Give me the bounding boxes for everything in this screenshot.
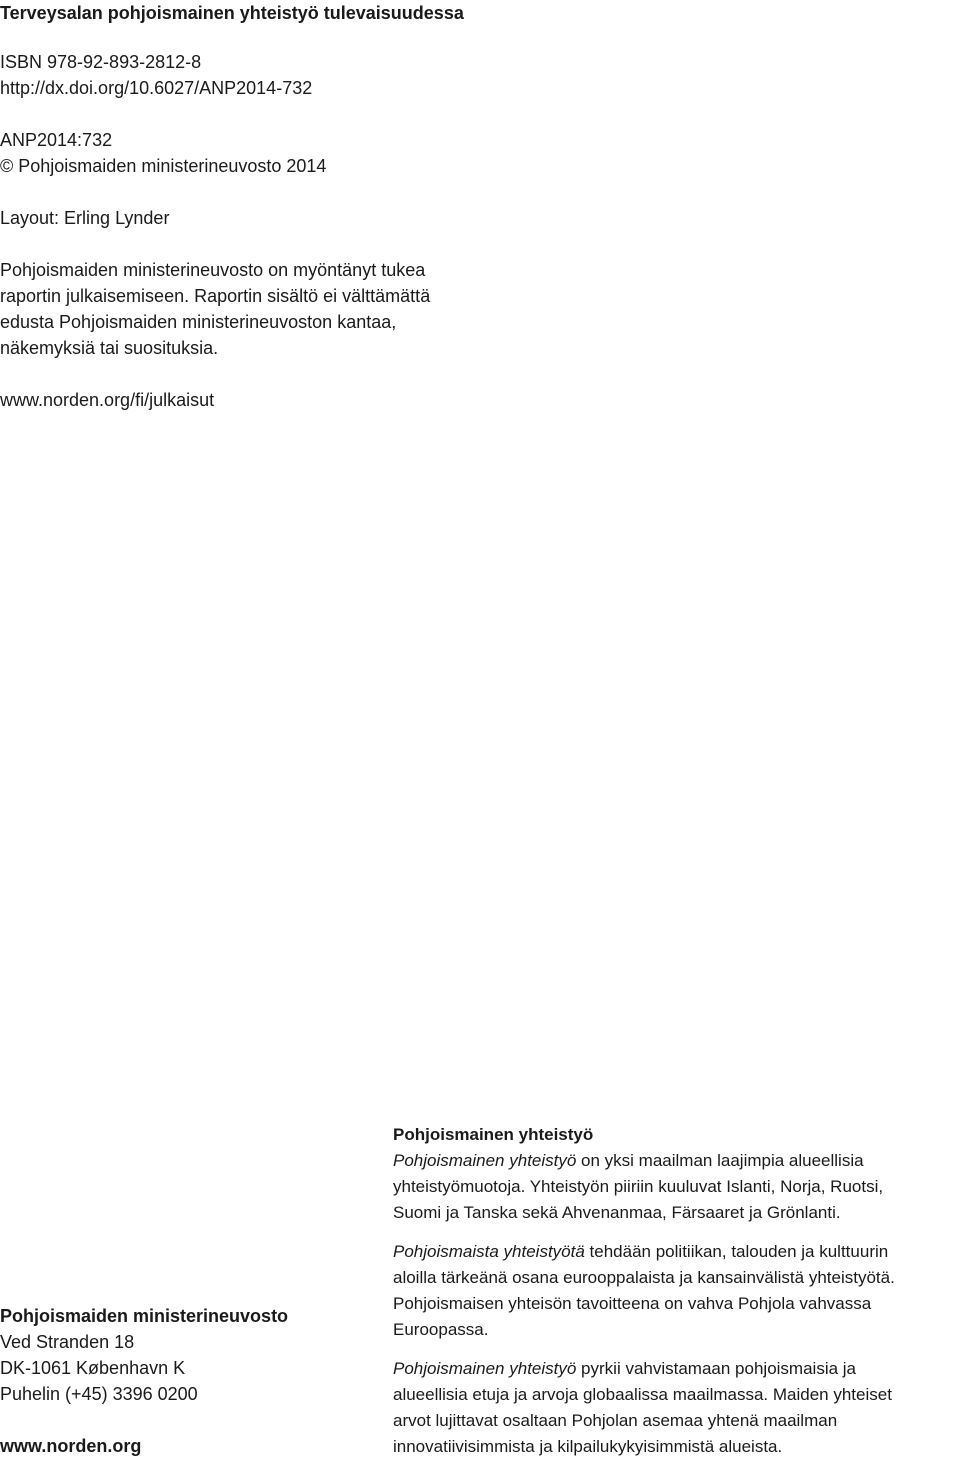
- address-street: Ved Stranden 18: [0, 1332, 135, 1352]
- disclaimer: [0, 257, 430, 361]
- layout-credit: Layout: Erling Lynder: [0, 208, 170, 228]
- isbn: ISBN 978-92-893-2812-8: [0, 52, 202, 72]
- italic-lead: Pohjoismainen yhteistyö: [393, 1359, 577, 1378]
- italic-lead: Pohjoismaista yhteistyötä: [393, 1242, 585, 1261]
- about-paragraph-3: Pohjoismainen yhteistyö pyrkii vahvistamaan pohjoismaisia ja alueellisia etuja ja arvoja globaalissa maailmassa. Maiden yhteiset arvot lujittavat osaltaan Pohjolan asemaa yhtenä maailman innovatiivisimmista ja kilpailukykyisimmistä alueista.: [393, 1359, 892, 1456]
- italic-lead: Pohjoismainen yhteistyö: [393, 1151, 577, 1170]
- disclaimer-line: Pohjoismaiden ministerineuvosto on myöntänyt tukea: [0, 260, 426, 280]
- address-phone: Puhelin (+45) 3396 0200: [0, 1384, 198, 1404]
- disclaimer-line: edusta Pohjoismaiden ministerineuvoston kantaa,: [0, 312, 397, 332]
- website-link[interactable]: www.norden.org: [0, 1436, 142, 1456]
- page-title: Terveysalan pohjoismainen yhteistyö tulevaisuudessa: [0, 3, 464, 23]
- about-heading: Pohjoismainen yhteistyö: [393, 1125, 594, 1144]
- anp-number: ANP2014:732: [0, 130, 113, 150]
- about-paragraph-2: Pohjoismaista yhteistyötä tehdään politiikan, talouden ja kulttuurin aloilla tärkeänä osana eurooppalaista ja kansainvälistä yhteistyötä. Pohjoismaisen yhteisön tavoitteena on vahva Pohjola vahvassa Euroopassa.: [393, 1242, 895, 1339]
- doi-link[interactable]: http://dx.doi.org/10.6027/ANP2014-732: [0, 78, 313, 98]
- about-paragraph-1: Pohjoismainen yhteistyö on yksi maailman laajimpia alueellisia yhteistyömuotoja. Yhteistyön piiriin kuuluvat Islanti, Norja, Ruotsi, Suomi ja Tanska sekä Ahvenanmaa, Färsaaret ja Grönlanti.: [393, 1151, 884, 1222]
- copyright: © Pohjoismaiden ministerineuvosto 2014: [0, 156, 327, 176]
- publications-link[interactable]: www.norden.org/fi/julkaisut: [0, 390, 215, 410]
- disclaimer-line: näkemyksiä tai suosituksia.: [0, 338, 219, 358]
- address-city: DK-1061 København K: [0, 1358, 186, 1378]
- address-org: Pohjoismaiden ministerineuvosto: [0, 1306, 289, 1326]
- disclaimer-line: raportin julkaisemiseen. Raportin sisältö ei välttämättä: [0, 286, 431, 306]
